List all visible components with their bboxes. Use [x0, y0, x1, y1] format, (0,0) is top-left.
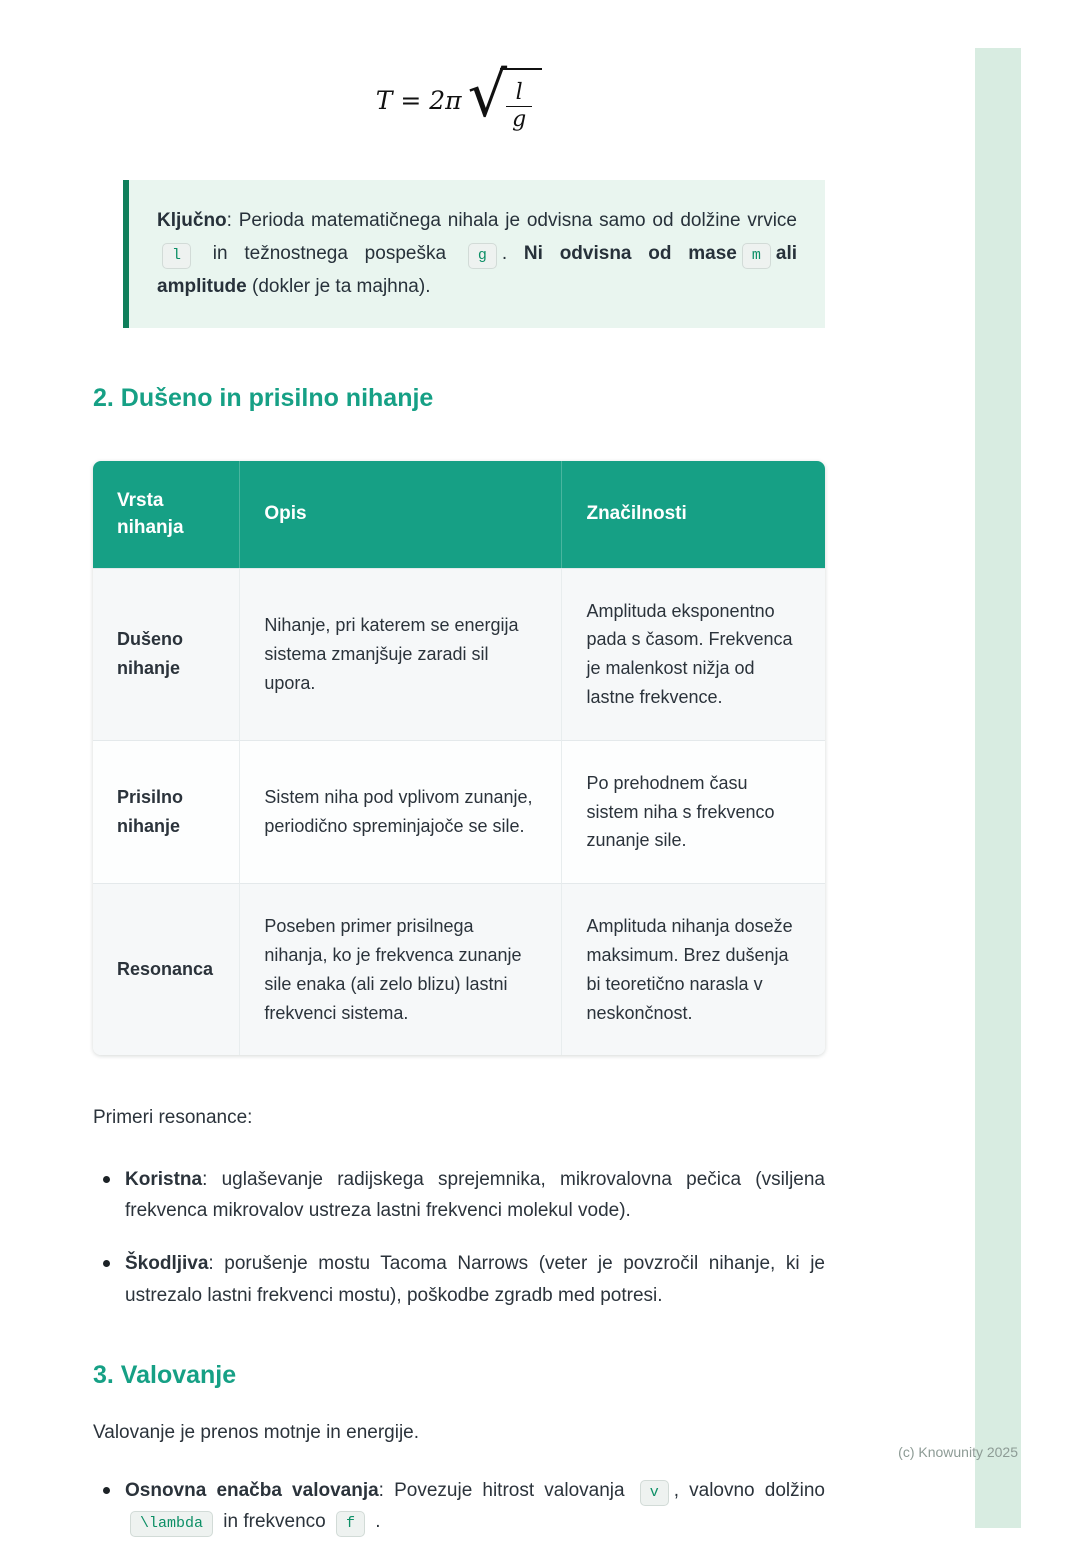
callout-text-4: (dokler je ta majhna).	[246, 276, 431, 298]
cell-opis: Sistem niha pod vplivom zunanje, periodično spreminjajoče se sile.	[239, 740, 561, 883]
callout-text-2: in težnostnega pospeška	[196, 243, 463, 265]
table-row	[93, 568, 825, 740]
key-callout	[123, 180, 825, 328]
document-content	[93, 0, 825, 1559]
cell-znacilnosti: Amplituda eksponentno pada s časom. Frekvenca je malenkost nižja od lastne frekvence.	[561, 568, 825, 740]
primeri-resonance-label: Primeri resonance:	[93, 1107, 253, 1129]
code-chip-lambda: \lambda	[130, 1511, 213, 1537]
cell-vrsta: Prisilno nihanje	[93, 740, 239, 883]
oscillation-types-table	[93, 461, 825, 1056]
page-side-stripe	[975, 48, 1021, 1528]
table-header-row	[93, 461, 825, 568]
bullet-bold: Koristna	[125, 1168, 203, 1190]
fraction-denominator: g	[506, 106, 532, 133]
bullet-bold: Osnovna enačba valovanja	[125, 1479, 379, 1501]
resonance-examples-list	[93, 1164, 825, 1311]
cell-opis: Nihanje, pri katerem se energija sistema zmanjšuje zaradi sil upora.	[239, 568, 561, 740]
formula-lhs: T = 2π	[375, 86, 462, 116]
cell-znacilnosti: Amplituda nihanja doseže maksimum. Brez dušenja bi teoretično narasla v neskončnost.	[561, 883, 825, 1055]
code-chip-v: v	[640, 1480, 669, 1506]
fraction-l-over-g	[506, 80, 532, 134]
list-item	[93, 1248, 825, 1311]
callout-bold-1: Ni odvisna od mase	[523, 243, 737, 265]
radical-sign-icon: √	[467, 58, 508, 131]
code-chip-m: m	[742, 243, 771, 269]
cell-vrsta: Resonanca	[93, 883, 239, 1055]
callout-text-3: .	[501, 243, 524, 265]
bullet-text-3: in frekvenco	[218, 1510, 332, 1532]
callout-text-1: : Perioda matematičnega nihala je odvisna samo od dolžine vrvice	[226, 209, 797, 231]
table-row	[93, 883, 825, 1055]
copyright-notice: (c) Knowunity 2025	[898, 1444, 1018, 1460]
bullet-text-1: : Povezuje hitrost valovanja	[378, 1479, 635, 1501]
sqrt-radical	[467, 58, 543, 134]
bullet-text: : porušenje mostu Tacoma Narrows (veter je povzročil nihanje, ki je ustrezalo lastni frekvenci mostu), poškodbe zgradb med potresi.	[125, 1253, 825, 1306]
col-header-vrsta-nihanja: Vrsta nihanja	[93, 461, 239, 568]
col-header-znacilnosti: Značilnosti	[561, 461, 825, 568]
bullet-text-2: , valovno dolžino	[673, 1479, 825, 1501]
bullet-text: : uglaševanje radijskega sprejemnika, mikrovalovna pečica (vsiljena frekvenca mikrovalov ustreza lastni frekvenci molekul vode).	[125, 1168, 825, 1222]
section-2-heading: 2. Dušeno in prisilno nihanje	[93, 383, 434, 412]
bullet-text-4: .	[370, 1510, 381, 1532]
fraction-numerator: l	[515, 80, 523, 105]
code-chip-f: f	[336, 1511, 365, 1537]
code-chip-g: g	[468, 243, 497, 269]
section-3-heading: 3. Valovanje	[93, 1361, 237, 1390]
callout-bold-2: ali amplitude	[157, 243, 798, 298]
list-item	[93, 1164, 825, 1227]
valovanje-intro: Valovanje je prenos motnje in energije.	[93, 1422, 420, 1444]
code-chip-l: l	[162, 243, 191, 269]
cell-opis: Poseben primer prisilnega nihanja, ko je frekvenca zunanje sile enaka (ali zelo blizu) lastni frekvenci sistema.	[239, 883, 561, 1055]
bullet-bold: Škodljiva	[125, 1253, 209, 1275]
col-header-opis: Opis	[239, 461, 561, 568]
cell-vrsta: Dušeno nihanje	[93, 568, 239, 740]
cell-znacilnosti: Po prehodnem času sistem niha s frekvenco zunanje sile.	[561, 740, 825, 883]
table-row	[93, 740, 825, 883]
pendulum-period-formula	[93, 58, 825, 134]
callout-label: Ključno	[157, 209, 227, 231]
